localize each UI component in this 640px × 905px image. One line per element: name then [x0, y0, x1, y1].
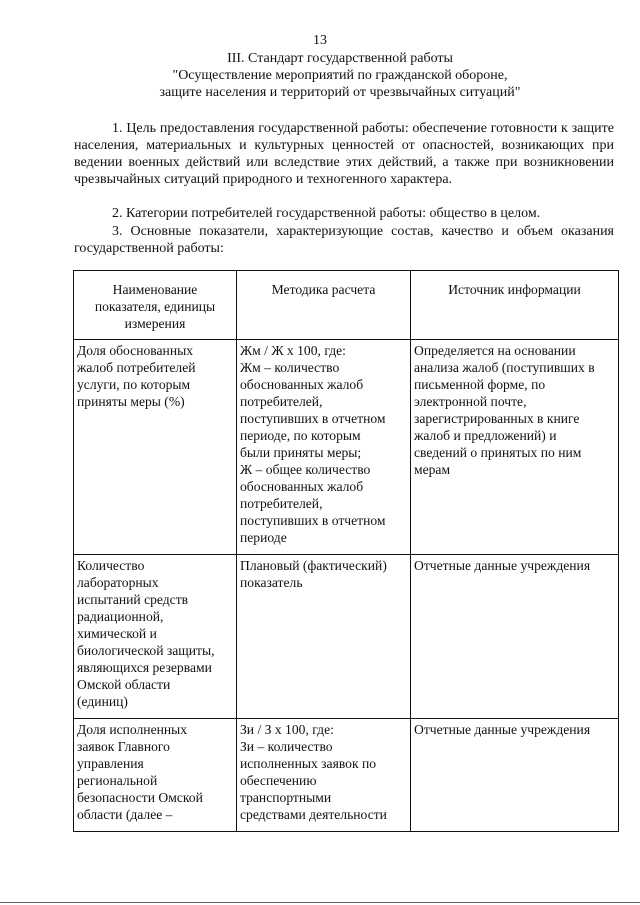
section-heading	[60, 50, 620, 101]
table-cell: Жм / Ж х 100, где: Жм – количество обоснованных жалоб потребителей, поступивших в отчетном периоде, по которым были приняты меры; Ж – общее количество обоснованных жалоб потребителей, поступивших в отчетном периоде	[237, 340, 411, 555]
heading-line-1: III. Стандарт государственной работы	[227, 51, 453, 66]
table-row	[74, 719, 619, 832]
indicators-table	[73, 270, 619, 832]
heading-line-2: "Осуществление мероприятий по гражданской обороне,	[172, 68, 508, 83]
page-number: 13	[313, 33, 327, 48]
paragraph-goal-text: 1. Цель предоставления государственной работы: обеспечение готовности к защите населения, материальных и культурных ценностей от опасностей, возникающих при ведении военных действий или вследствие этих действий, а также при возникновении чрезвычайных ситуаций природного и техногенного характера.	[74, 121, 614, 187]
header-calculation-method: Методика расчета	[237, 271, 411, 340]
table-row	[74, 340, 619, 555]
table-cell: Количество лабораторных испытаний средств радиационной, химической и биологической защиты, являющихся резервами Омской области (единиц)	[74, 555, 237, 719]
table-cell: Определяется на основании анализа жалоб (поступивших в письменной форме, по электронной почте, зарегистрированных в книге жалоб и предложений) и сведений о принятых по ним мерам	[411, 340, 619, 555]
paragraph-goal	[74, 120, 614, 188]
table-row	[74, 555, 619, 719]
table-cell: Отчетные данные учреждения	[411, 555, 619, 719]
paragraph-consumers-text: 2. Категории потребителей государственной работы: общество в целом.	[112, 206, 541, 221]
header-indicator-name: Наименование показателя, единицы измерения	[74, 271, 237, 340]
page-bottom-divider	[0, 902, 640, 903]
table-cell: Отчетные данные учреждения	[411, 719, 619, 832]
table-header-row	[74, 271, 619, 340]
paragraph-indicators-text: 3. Основные показатели, характеризующие состав, качество и объем оказания государственной работы:	[74, 224, 614, 256]
table-cell: Плановый (фактический) показатель	[237, 555, 411, 719]
heading-line-3: защите населения и территорий от чрезвычайных ситуаций"	[159, 85, 521, 100]
paragraph-consumers	[74, 205, 614, 222]
header-information-source: Источник информации	[411, 271, 619, 340]
table-cell: Зи / З х 100, где: Зи – количество исполненных заявок по обеспечению транспортными средствами деятельности	[237, 719, 411, 832]
table-cell: Доля обоснованных жалоб потребителей услуги, по которым приняты меры (%)	[74, 340, 237, 555]
table-cell: Доля исполненных заявок Главного управления региональной безопасности Омской области (далее –	[74, 719, 237, 832]
paragraph-indicators	[74, 223, 614, 257]
